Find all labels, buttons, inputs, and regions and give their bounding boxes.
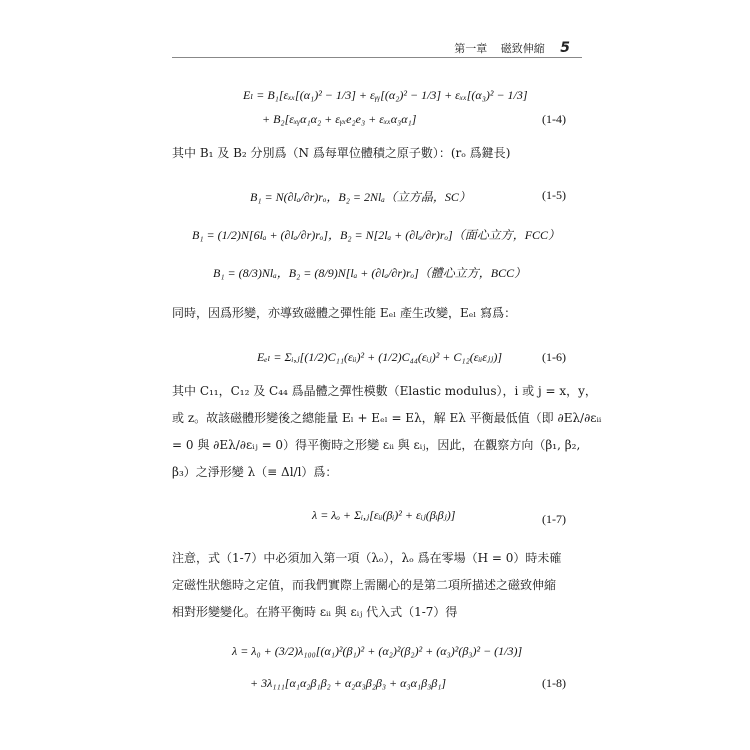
paragraph-3: [172, 378, 602, 486]
equation-1-8-line-2: + 3λ₁₁₁[α₁α₂β₁β₂ + α₂α₃β₂β₃ + α₃α₁β₃β₁]: [250, 676, 447, 690]
equation-1-5-line-3: B₁ = (8/3)Nlₐ，B₂ = (8/9)N[lₐ + (∂lₐ/∂r)rₒ]（體心立方，BCC）: [213, 266, 527, 280]
equation-number-1-6: (1-6): [542, 350, 566, 364]
paragraph-4: [172, 545, 582, 626]
paragraph-3-line-2: 或 z。故該磁體形變後之總能量 Eₗ + Eₑₗ = Eλ，解 Eλ 平衡最低值（即 ∂Eλ/∂εᵢᵢ: [172, 411, 602, 425]
paragraph-3-line-3: = 0 與 ∂Eλ/∂εᵢⱼ = 0）得平衡時之形變 εᵢᵢ 與 εᵢⱼ，因此，在觀察方向（β₁, β₂,: [172, 438, 581, 452]
equation-1-5-line-2: B₁ = (1/2)N[6lₐ + (∂lₐ/∂r)rₒ]，B₂ = N[2lₐ + (∂lₐ/∂r)rₒ]（面心立方，FCC）: [192, 228, 561, 242]
equation-number-1-8: (1-8): [542, 676, 566, 690]
paragraph-2-text: 同時，因爲形變，亦導致磁體之彈性能 Eₑₗ 產生改變，Eₑₗ 寫爲：: [172, 306, 517, 320]
equation-number-1-5: (1-5): [542, 188, 566, 202]
equation-number-1-4: (1-4): [542, 112, 566, 126]
header-rule: [172, 57, 582, 58]
paragraph-4-line-1: 注意，式（1-7）中必須加入第一項（λₒ），λₒ 爲在零場（H = 0）時未確: [172, 551, 562, 565]
paragraph-4-line-2: 定磁性狀態時之定值，而我們實際上需關心的是第二項所描述之磁致伸縮: [172, 578, 557, 592]
paragraph-4-line-3: 相對形變變化。在將平衡時 εᵢᵢ 與 εᵢⱼ 代入式（1-7）得: [172, 605, 458, 619]
section-label: 磁致伸縮: [500, 42, 545, 55]
equation-1-7: λ = λₒ + Σᵢ,ⱼ[εᵢᵢ(βᵢ)² + εᵢⱼ(βᵢβⱼ)]: [312, 508, 456, 522]
paragraph-2: [172, 300, 582, 327]
equation-1-5-line-1: B₁ = N(∂lₐ/∂r)rₒ，B₂ = 2Nlₐ（立方晶，SC）: [250, 190, 471, 204]
equation-1-8-line-1: λ = λ₀ + (3/2)λ₁₀₀[(α₁)²(β₁)² + (α₂)²(β₂)² + (α₃)²(β₃)² − (1/3)]: [232, 644, 523, 658]
equation-1-4-line-2: + B₂[εₓᵧα₁α₂ + εᵧₓe₂e₃ + εₓₓα₃α₁]: [262, 112, 417, 126]
paragraph-3-line-1: 其中 C₁₁，C₁₂ 及 C₄₄ 爲晶體之彈性模數（Elastic modulus），i 或 j = x，y，: [172, 384, 597, 398]
page-number: 5: [560, 40, 570, 56]
paragraph-1-text: 其中 B₁ 及 B₂ 分別爲（N 爲每單位體積之原子數）：(rₒ 爲鍵長): [172, 146, 511, 160]
equation-1-6: Eₑₗ = Σᵢ,ⱼ[(1/2)C₁₁(εᵢᵢ)² + (1/2)C₄₄(εᵢⱼ)² + C₁₂(εᵢᵢεⱼⱼ)]: [257, 350, 503, 364]
equation-1-4-line-1: Eₗ = B₁[εₓₓ[(α₁)² − 1/3] + εᵧᵧ[(α₂)² − 1/3] + εₓₓ[(α₃)² − 1/3]: [243, 88, 528, 102]
equation-number-1-7: (1-7): [542, 512, 566, 526]
paragraph-1: [172, 140, 582, 167]
paragraph-3-line-4: β₃）之淨形變 λ（≡ Δl/l）爲：: [172, 465, 338, 479]
running-header: [454, 40, 570, 56]
chapter-label: 第一章: [454, 42, 488, 55]
